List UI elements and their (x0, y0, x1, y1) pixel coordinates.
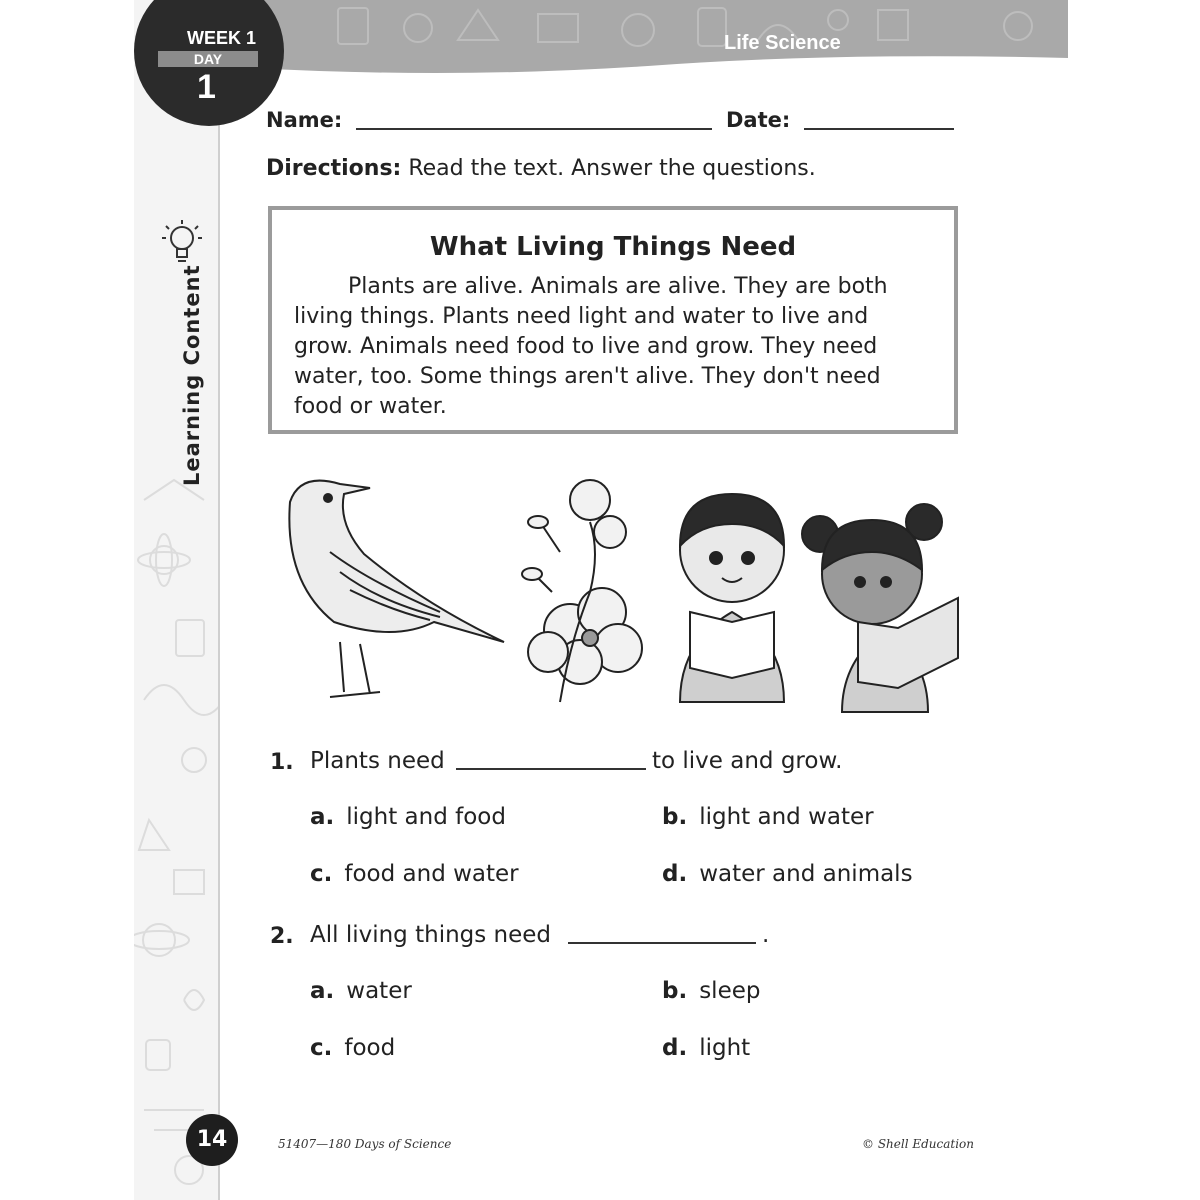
question-1-option-d[interactable]: d. water and animals (662, 861, 913, 887)
day-number: 1 (197, 68, 216, 106)
passage-title: What Living Things Need (429, 232, 797, 262)
reading-passage (268, 206, 958, 434)
lightbulb-icon (160, 218, 204, 266)
question-1-prompt-end: to live and grow. (652, 748, 843, 774)
question-2-option-d[interactable]: d. light (662, 1035, 751, 1061)
name-field[interactable] (356, 128, 712, 130)
flower-icon (522, 480, 642, 702)
question-2-option-c[interactable]: c. food (310, 1035, 396, 1061)
bird-icon (289, 481, 504, 697)
sidebar (134, 0, 220, 1200)
question-1-blank[interactable] (456, 768, 646, 770)
question-1-number: 1. (270, 750, 294, 775)
week-label: WEEK 1 (186, 28, 256, 48)
question-2-prompt-end: . (762, 922, 770, 948)
question-2-option-b[interactable]: b. sleep (662, 978, 761, 1004)
directions (266, 156, 816, 181)
question-2-option-a[interactable]: a. water (310, 978, 412, 1004)
girl-reading-icon (802, 504, 958, 712)
passage-body: Plants are alive. Animals are alive. They are both living things. Plants need light and water to live and grow. Animals need food to live and grow. They need water, too. Some things aren't alive. They don't need food or water. (294, 274, 888, 419)
boy-reading-icon (680, 494, 784, 702)
illustration-row (270, 462, 970, 722)
question-2-blank[interactable] (568, 942, 756, 944)
footer-book-title: 51407—180 Days of Science (278, 1137, 452, 1151)
header-band (218, 0, 1068, 70)
question-2-number: 2. (270, 924, 294, 949)
question-1-option-b[interactable]: b. light and water (662, 804, 874, 830)
question-1-prompt-start: Plants need (310, 748, 445, 774)
doodle-pattern (134, 0, 218, 1200)
date-field[interactable] (804, 128, 954, 130)
directions-label: Directions: (266, 156, 402, 181)
page-number: 14 (186, 1114, 238, 1166)
section-title: Life Science (724, 32, 841, 54)
question-2-prompt-start: All living things need (310, 922, 552, 948)
question-1-option-c[interactable]: c. food and water (310, 861, 519, 887)
footer-copyright: © Shell Education (862, 1137, 975, 1151)
sidebar-label: Learning Content (180, 264, 204, 486)
day-label: DAY (158, 51, 258, 67)
name-label: Name: (266, 108, 343, 132)
directions-text: Read the text. Answer the questions. (401, 156, 816, 181)
date-label: Date: (726, 108, 791, 132)
question-1-option-a[interactable]: a. light and food (310, 804, 506, 830)
